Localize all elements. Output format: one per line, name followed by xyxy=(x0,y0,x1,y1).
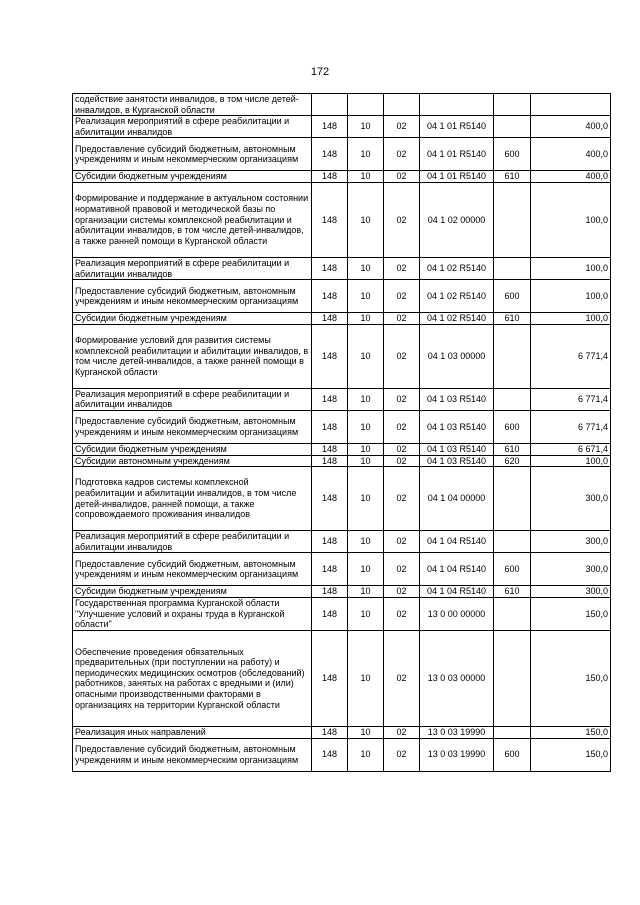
row-ved: 148 xyxy=(312,455,348,467)
row-name: Субсидии бюджетным учреждениям xyxy=(73,443,312,455)
row-ved: 148 xyxy=(312,597,348,630)
row-pr: 02 xyxy=(384,738,420,771)
row-pr: 02 xyxy=(384,388,420,410)
row-rz: 10 xyxy=(348,630,384,726)
row-csr: 13 0 03 00000 xyxy=(420,630,494,726)
row-vr: 610 xyxy=(494,313,531,325)
row-name: Субсидии бюджетным учреждениям xyxy=(73,586,312,598)
row-ved xyxy=(312,94,348,116)
row-vr: 600 xyxy=(494,738,531,771)
row-rz: 10 xyxy=(348,324,384,388)
row-csr: 04 1 03 R5140 xyxy=(420,443,494,455)
row-ved: 148 xyxy=(312,324,348,388)
table-row xyxy=(73,182,611,257)
row-rz: 10 xyxy=(348,726,384,738)
row-pr: 02 xyxy=(384,597,420,630)
row-vr xyxy=(494,116,531,138)
row-ved: 148 xyxy=(312,410,348,443)
row-rz: 10 xyxy=(348,467,384,531)
row-rz: 10 xyxy=(348,116,384,138)
row-vr xyxy=(494,324,531,388)
row-name: Предоставление субсидий бюджетным, автономным учреждениям и иным некоммерческим организациям xyxy=(73,738,312,771)
row-name: Предоставление субсидий бюджетным, автономным учреждениям и иным некоммерческим организациям xyxy=(73,553,312,586)
row-pr: 02 xyxy=(384,182,420,257)
row-vr: 620 xyxy=(494,455,531,467)
row-amount: 300,0 xyxy=(531,553,611,586)
row-vr xyxy=(494,388,531,410)
row-rz: 10 xyxy=(348,586,384,598)
row-vr xyxy=(494,94,531,116)
row-rz: 10 xyxy=(348,280,384,313)
row-rz: 10 xyxy=(348,455,384,467)
row-rz xyxy=(348,94,384,116)
row-ved: 148 xyxy=(312,313,348,325)
table-row xyxy=(73,94,611,116)
row-name: Реализация иных направлений xyxy=(73,726,312,738)
row-vr xyxy=(494,257,531,279)
row-amount: 150,0 xyxy=(531,726,611,738)
budget-table xyxy=(72,93,611,772)
row-amount: 400,0 xyxy=(531,171,611,183)
row-csr: 13 0 00 00000 xyxy=(420,597,494,630)
row-csr: 04 1 01 R5140 xyxy=(420,138,494,171)
row-ved: 148 xyxy=(312,138,348,171)
row-csr: 04 1 03 R5140 xyxy=(420,410,494,443)
row-name: Реализация мероприятий в сфере реабилитации и абилитации инвалидов xyxy=(73,388,312,410)
table-row xyxy=(73,597,611,630)
table-row xyxy=(73,388,611,410)
row-amount: 400,0 xyxy=(531,138,611,171)
table-row xyxy=(73,586,611,598)
row-ved: 148 xyxy=(312,467,348,531)
row-ved: 148 xyxy=(312,171,348,183)
row-pr: 02 xyxy=(384,467,420,531)
row-amount: 400,0 xyxy=(531,116,611,138)
row-amount: 300,0 xyxy=(531,531,611,553)
table-row xyxy=(73,280,611,313)
row-ved: 148 xyxy=(312,586,348,598)
row-pr: 02 xyxy=(384,531,420,553)
table-row xyxy=(73,410,611,443)
row-pr: 02 xyxy=(384,443,420,455)
row-pr: 02 xyxy=(384,630,420,726)
row-csr: 04 1 01 R5140 xyxy=(420,116,494,138)
row-pr: 02 xyxy=(384,313,420,325)
row-rz: 10 xyxy=(348,531,384,553)
row-name: Субсидии бюджетным учреждениям xyxy=(73,313,312,325)
row-vr xyxy=(494,597,531,630)
row-amount: 150,0 xyxy=(531,630,611,726)
row-amount: 100,0 xyxy=(531,257,611,279)
row-name: Субсидии автономным учреждениям xyxy=(73,455,312,467)
row-csr: 04 1 03 R5140 xyxy=(420,455,494,467)
row-amount: 150,0 xyxy=(531,738,611,771)
row-vr xyxy=(494,630,531,726)
row-ved: 148 xyxy=(312,726,348,738)
row-csr: 13 0 03 19990 xyxy=(420,726,494,738)
row-name: Формирование и поддержание в актуальном состоянии нормативной правовой и методической базы по организации системы комплексной реабилитации и абилитации инвалидов, в том числе детей-инвалидов, а также ранней помощи в Курганской области xyxy=(73,182,312,257)
row-csr: 04 1 04 R5140 xyxy=(420,553,494,586)
row-vr: 600 xyxy=(494,138,531,171)
table-row xyxy=(73,171,611,183)
row-csr: 04 1 04 R5140 xyxy=(420,531,494,553)
row-amount: 100,0 xyxy=(531,313,611,325)
table-row xyxy=(73,138,611,171)
row-rz: 10 xyxy=(348,171,384,183)
row-ved: 148 xyxy=(312,280,348,313)
row-name: Субсидии бюджетным учреждениям xyxy=(73,171,312,183)
table-row xyxy=(73,116,611,138)
row-name: Обеспечение проведения обязательных предварительных (при поступлении на работу) и периодических медицинских осмотров (обследований) работников, занятых на работах с вредными и (или) опасными производственными факторами в организациях на территории Курганской области xyxy=(73,630,312,726)
row-amount: 100,0 xyxy=(531,455,611,467)
row-csr: 04 1 01 R5140 xyxy=(420,171,494,183)
row-rz: 10 xyxy=(348,257,384,279)
row-name: Подготовка кадров системы комплексной реабилитации и абилитации инвалидов, в том числе детей-инвалидов, ранней помощи, а также сопровождаемого проживания инвалидов xyxy=(73,467,312,531)
row-pr: 02 xyxy=(384,726,420,738)
table-row xyxy=(73,553,611,586)
table-row xyxy=(73,726,611,738)
row-vr: 610 xyxy=(494,443,531,455)
row-pr xyxy=(384,94,420,116)
row-csr: 04 1 02 R5140 xyxy=(420,280,494,313)
table-row xyxy=(73,467,611,531)
row-vr: 600 xyxy=(494,553,531,586)
page-number: 172 xyxy=(310,66,330,78)
row-amount: 300,0 xyxy=(531,586,611,598)
row-name: Реализация мероприятий в сфере реабилитации и абилитации инвалидов xyxy=(73,257,312,279)
table-row xyxy=(73,531,611,553)
row-pr: 02 xyxy=(384,116,420,138)
row-rz: 10 xyxy=(348,182,384,257)
row-rz: 10 xyxy=(348,597,384,630)
row-pr: 02 xyxy=(384,455,420,467)
row-rz: 10 xyxy=(348,410,384,443)
row-vr: 600 xyxy=(494,410,531,443)
row-pr: 02 xyxy=(384,171,420,183)
row-amount: 150,0 xyxy=(531,597,611,630)
row-csr: 04 1 02 R5140 xyxy=(420,257,494,279)
row-name: Реализация мероприятий в сфере реабилитации и абилитации инвалидов xyxy=(73,116,312,138)
row-amount xyxy=(531,94,611,116)
row-vr xyxy=(494,182,531,257)
table-row xyxy=(73,630,611,726)
row-ved: 148 xyxy=(312,531,348,553)
row-vr xyxy=(494,531,531,553)
row-amount: 100,0 xyxy=(531,182,611,257)
row-name: Формирование условий для развития системы комплексной реабилитации и абилитации инвалидов, в том числе детей-инвалидов, а также ранней помощи в Курганской области xyxy=(73,324,312,388)
row-amount: 6 771,4 xyxy=(531,410,611,443)
row-pr: 02 xyxy=(384,553,420,586)
row-name: Реализация мероприятий в сфере реабилитации и абилитации инвалидов xyxy=(73,531,312,553)
row-amount: 6 671,4 xyxy=(531,443,611,455)
row-rz: 10 xyxy=(348,738,384,771)
row-rz: 10 xyxy=(348,388,384,410)
row-ved: 148 xyxy=(312,443,348,455)
row-vr: 610 xyxy=(494,586,531,598)
row-ved: 148 xyxy=(312,388,348,410)
row-amount: 100,0 xyxy=(531,280,611,313)
row-amount: 300,0 xyxy=(531,467,611,531)
row-ved: 148 xyxy=(312,630,348,726)
row-ved: 148 xyxy=(312,553,348,586)
row-csr: 04 1 04 R5140 xyxy=(420,586,494,598)
row-csr: 04 1 04 00000 xyxy=(420,467,494,531)
row-vr xyxy=(494,726,531,738)
row-rz: 10 xyxy=(348,138,384,171)
budget-table-body xyxy=(73,94,611,772)
table-row xyxy=(73,313,611,325)
table-row xyxy=(73,443,611,455)
row-pr: 02 xyxy=(384,257,420,279)
row-pr: 02 xyxy=(384,138,420,171)
row-name: Предоставление субсидий бюджетным, автономным учреждениям и иным некоммерческим организациям xyxy=(73,280,312,313)
row-ved: 148 xyxy=(312,116,348,138)
row-pr: 02 xyxy=(384,410,420,443)
row-rz: 10 xyxy=(348,443,384,455)
row-vr: 610 xyxy=(494,171,531,183)
row-csr xyxy=(420,94,494,116)
row-vr xyxy=(494,467,531,531)
row-ved: 148 xyxy=(312,182,348,257)
row-amount: 6 771,4 xyxy=(531,388,611,410)
row-rz: 10 xyxy=(348,313,384,325)
row-pr: 02 xyxy=(384,586,420,598)
table-row xyxy=(73,257,611,279)
row-csr: 04 1 02 R5140 xyxy=(420,313,494,325)
row-ved: 148 xyxy=(312,257,348,279)
row-name: Предоставление субсидий бюджетным, автономным учреждениям и иным некоммерческим организациям xyxy=(73,138,312,171)
row-csr: 13 0 03 19990 xyxy=(420,738,494,771)
table-row xyxy=(73,738,611,771)
row-rz: 10 xyxy=(348,553,384,586)
row-name: Предоставление субсидий бюджетным, автономным учреждениям и иным некоммерческим организациям xyxy=(73,410,312,443)
row-pr: 02 xyxy=(384,324,420,388)
row-csr: 04 1 03 00000 xyxy=(420,324,494,388)
row-ved: 148 xyxy=(312,738,348,771)
row-csr: 04 1 03 R5140 xyxy=(420,388,494,410)
table-row xyxy=(73,324,611,388)
row-pr: 02 xyxy=(384,280,420,313)
row-name: Государственная программа Курганской области "Улучшение условий и охраны труда в Курганской области" xyxy=(73,597,312,630)
row-vr: 600 xyxy=(494,280,531,313)
row-amount: 6 771,4 xyxy=(531,324,611,388)
table-row xyxy=(73,455,611,467)
row-name: содействие занятости инвалидов, в том числе детей-инвалидов, в Курганской области xyxy=(73,94,312,116)
row-csr: 04 1 02 00000 xyxy=(420,182,494,257)
